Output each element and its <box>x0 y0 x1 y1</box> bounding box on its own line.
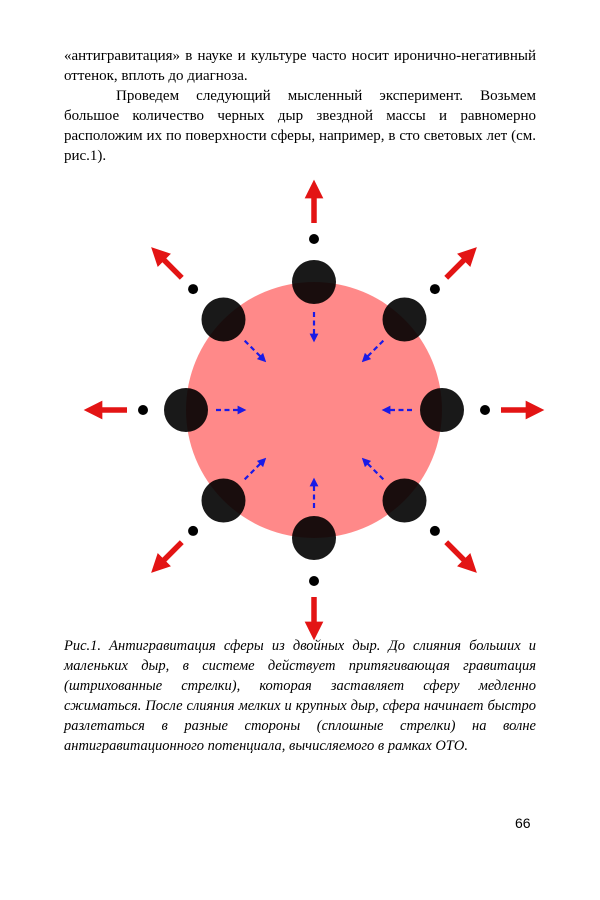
small-black-hole <box>188 284 198 294</box>
large-black-hole <box>201 297 245 341</box>
small-black-hole <box>138 405 148 415</box>
small-black-hole <box>430 284 440 294</box>
large-black-hole <box>383 479 427 523</box>
small-black-hole <box>430 526 440 536</box>
outward-arrow <box>446 254 470 278</box>
large-black-hole <box>292 260 336 304</box>
large-black-hole <box>420 388 464 432</box>
large-black-hole <box>201 479 245 523</box>
outward-arrow <box>446 542 470 566</box>
outward-arrow <box>158 542 182 566</box>
paragraph-2: Проведем следующий мысленный эксперимент. Возьмем большое количество черных дыр звездной массы и равномерно расположим их по поверхности сферы, например, в сто световых лет (см. рис.1). <box>64 88 536 164</box>
small-black-hole <box>188 526 198 536</box>
outward-arrow <box>158 254 182 278</box>
small-black-hole <box>309 234 319 244</box>
paragraph-1: «антигравитация» в науке и культуре часто носит иронично-негативный оттенок, вплоть до диагноза. <box>64 48 536 84</box>
large-black-hole <box>292 516 336 560</box>
large-black-hole <box>164 388 208 432</box>
figure-caption: Рис.1. Антигравитация сферы из двойных дыр. До слияния больших и маленьких дыр, в системе действует притягивающая гравитация (штрихованные стрелки), которая заставляет сферу медленно сжиматься. После слияния мелких и крупных дыр, сфера начинает быстро разлетаться в разные стороны (сплошные стрелки) на волне антигравитационного потенциала, вычисляемого в рамках ОТО. <box>64 638 536 754</box>
large-black-hole <box>383 297 427 341</box>
small-black-hole <box>480 405 490 415</box>
page-number: 66 <box>515 815 531 831</box>
small-black-hole <box>309 576 319 586</box>
